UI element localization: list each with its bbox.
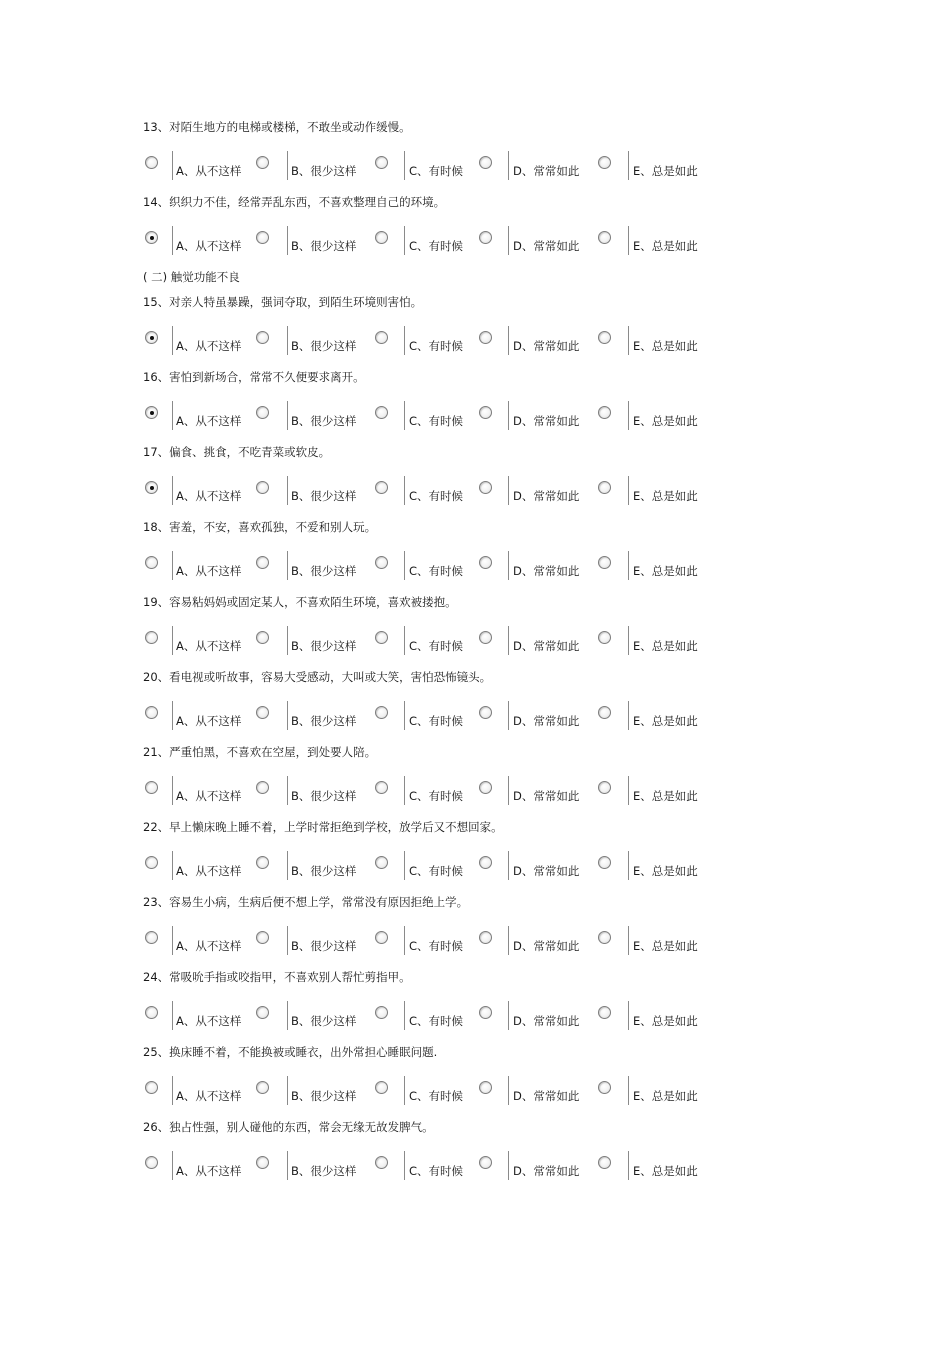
option-separator: [287, 401, 288, 430]
option-separator: [508, 151, 509, 180]
option-e-label[interactable]: E、总是如此: [633, 864, 698, 878]
option-separator: [508, 626, 509, 655]
option-separator: [287, 626, 288, 655]
option-b-radio[interactable]: [256, 156, 269, 169]
answer-options-row: [0, 1157, 950, 1187]
option-a-label[interactable]: A、从不这样: [176, 339, 242, 353]
option-e-label[interactable]: E、总是如此: [633, 1014, 698, 1028]
option-d-label[interactable]: D、常常如此: [513, 164, 580, 178]
option-d-label[interactable]: D、常常如此: [513, 239, 580, 253]
option-c-radio[interactable]: [375, 931, 388, 944]
option-d-radio[interactable]: [479, 1081, 492, 1094]
option-d-label[interactable]: D、常常如此: [513, 489, 580, 503]
option-separator: [404, 401, 405, 430]
option-separator: [404, 1001, 405, 1030]
option-a-label[interactable]: A、从不这样: [176, 789, 242, 803]
option-b-radio[interactable]: [256, 406, 269, 419]
option-e-label[interactable]: E、总是如此: [633, 714, 698, 728]
answer-options-row: [0, 332, 950, 362]
option-c-radio[interactable]: [375, 406, 388, 419]
option-separator: [287, 1151, 288, 1180]
option-a-radio[interactable]: [145, 331, 158, 344]
option-e-label[interactable]: E、总是如此: [633, 339, 698, 353]
option-separator: [508, 326, 509, 355]
option-separator: [628, 851, 629, 880]
question-text: 23、容易生小病，生病后便不想上学，常常没有原因拒绝上学。: [143, 895, 469, 909]
option-b-label[interactable]: B、很少这样: [291, 864, 357, 878]
section-heading: ( 二) 触觉功能不良: [143, 270, 240, 284]
option-b-label[interactable]: B、很少这样: [291, 714, 357, 728]
option-a-radio[interactable]: [145, 931, 158, 944]
answer-options-row: [0, 932, 950, 962]
option-separator: [287, 226, 288, 255]
question-text: 25、换床睡不着，不能换被或睡衣，出外常担心睡眠问题.: [143, 1045, 438, 1059]
option-b-label[interactable]: B、很少这样: [291, 1164, 357, 1178]
option-e-radio[interactable]: [598, 481, 611, 494]
option-separator: [172, 776, 173, 805]
option-separator: [404, 1076, 405, 1105]
option-separator: [404, 1151, 405, 1180]
option-separator: [172, 226, 173, 255]
question-text: 16、害怕到新场合，常常不久便要求离开。: [143, 370, 365, 384]
option-separator: [628, 776, 629, 805]
option-c-radio[interactable]: [375, 856, 388, 869]
option-a-label[interactable]: A、从不这样: [176, 489, 242, 503]
option-separator: [404, 226, 405, 255]
question-text: 14、织织力不佳，经常弄乱东西，不喜欢整理自己的环境。: [143, 195, 446, 209]
option-a-label[interactable]: A、从不这样: [176, 564, 242, 578]
option-separator: [287, 551, 288, 580]
answer-options-row: [0, 857, 950, 887]
option-a-radio[interactable]: [145, 406, 158, 419]
option-separator: [628, 1076, 629, 1105]
option-separator: [287, 926, 288, 955]
option-c-label[interactable]: C、有时候: [409, 414, 464, 428]
radio-selected-dot: [150, 336, 154, 340]
option-e-radio[interactable]: [598, 631, 611, 644]
option-separator: [404, 851, 405, 880]
option-e-radio[interactable]: [598, 331, 611, 344]
option-c-radio[interactable]: [375, 1006, 388, 1019]
option-e-label[interactable]: E、总是如此: [633, 164, 698, 178]
option-c-label[interactable]: C、有时候: [409, 1089, 464, 1103]
option-a-radio[interactable]: [145, 1081, 158, 1094]
option-separator: [508, 1076, 509, 1105]
option-e-label[interactable]: E、总是如此: [633, 239, 698, 253]
radio-selected-dot: [150, 236, 154, 240]
option-b-label[interactable]: B、很少这样: [291, 339, 357, 353]
option-separator: [172, 401, 173, 430]
option-separator: [628, 551, 629, 580]
option-d-label[interactable]: D、常常如此: [513, 789, 580, 803]
radio-selected-dot: [150, 411, 154, 415]
option-separator: [404, 626, 405, 655]
option-separator: [508, 926, 509, 955]
option-b-label[interactable]: B、很少这样: [291, 1089, 357, 1103]
answer-options-row: [0, 232, 950, 262]
option-c-radio[interactable]: [375, 631, 388, 644]
option-separator: [404, 551, 405, 580]
option-a-radio[interactable]: [145, 481, 158, 494]
option-d-radio[interactable]: [479, 231, 492, 244]
option-a-label[interactable]: A、从不这样: [176, 414, 242, 428]
option-c-radio[interactable]: [375, 156, 388, 169]
option-a-label[interactable]: A、从不这样: [176, 164, 242, 178]
option-c-radio[interactable]: [375, 331, 388, 344]
option-d-label[interactable]: D、常常如此: [513, 864, 580, 878]
option-e-radio[interactable]: [598, 556, 611, 569]
option-separator: [172, 926, 173, 955]
option-e-radio[interactable]: [598, 156, 611, 169]
option-separator: [628, 926, 629, 955]
option-d-radio[interactable]: [479, 856, 492, 869]
option-separator: [508, 1151, 509, 1180]
option-separator: [508, 401, 509, 430]
option-separator: [287, 326, 288, 355]
option-separator: [172, 626, 173, 655]
option-d-radio[interactable]: [479, 556, 492, 569]
option-c-label[interactable]: C、有时候: [409, 714, 464, 728]
option-separator: [404, 326, 405, 355]
option-separator: [404, 476, 405, 505]
option-b-radio[interactable]: [256, 1081, 269, 1094]
option-c-label[interactable]: C、有时候: [409, 1164, 464, 1178]
option-separator: [287, 476, 288, 505]
answer-options-row: [0, 782, 950, 812]
option-b-radio[interactable]: [256, 631, 269, 644]
option-c-label[interactable]: C、有时候: [409, 239, 464, 253]
option-c-label[interactable]: C、有时候: [409, 564, 464, 578]
option-separator: [172, 1076, 173, 1105]
option-separator: [287, 1001, 288, 1030]
option-d-label[interactable]: D、常常如此: [513, 639, 580, 653]
option-d-radio[interactable]: [479, 1006, 492, 1019]
option-separator: [172, 476, 173, 505]
option-separator: [628, 476, 629, 505]
option-e-label[interactable]: E、总是如此: [633, 939, 698, 953]
option-separator: [628, 1001, 629, 1030]
option-b-radio[interactable]: [256, 856, 269, 869]
option-separator: [287, 1076, 288, 1105]
option-c-radio[interactable]: [375, 706, 388, 719]
option-separator: [628, 701, 629, 730]
option-d-label[interactable]: D、常常如此: [513, 1089, 580, 1103]
option-separator: [628, 1151, 629, 1180]
option-a-radio[interactable]: [145, 856, 158, 869]
answer-options-row: [0, 1007, 950, 1037]
option-d-radio[interactable]: [479, 1156, 492, 1169]
option-b-label[interactable]: B、很少这样: [291, 939, 357, 953]
option-separator: [508, 776, 509, 805]
option-b-label[interactable]: B、很少这样: [291, 164, 357, 178]
option-a-label[interactable]: A、从不这样: [176, 864, 242, 878]
option-c-label[interactable]: C、有时候: [409, 339, 464, 353]
option-separator: [508, 851, 509, 880]
option-separator: [404, 926, 405, 955]
option-c-label[interactable]: C、有时候: [409, 864, 464, 878]
option-b-radio[interactable]: [256, 481, 269, 494]
option-c-label[interactable]: C、有时候: [409, 639, 464, 653]
option-d-radio[interactable]: [479, 481, 492, 494]
answer-options-row: [0, 482, 950, 512]
option-a-label[interactable]: A、从不这样: [176, 639, 242, 653]
option-b-radio[interactable]: [256, 931, 269, 944]
option-b-label[interactable]: B、很少这样: [291, 414, 357, 428]
option-e-radio[interactable]: [598, 856, 611, 869]
option-a-radio[interactable]: [145, 231, 158, 244]
option-d-label[interactable]: D、常常如此: [513, 339, 580, 353]
option-separator: [172, 151, 173, 180]
option-d-label[interactable]: D、常常如此: [513, 564, 580, 578]
answer-options-row: [0, 407, 950, 437]
option-c-radio[interactable]: [375, 1156, 388, 1169]
answer-options-row: [0, 632, 950, 662]
option-separator: [508, 551, 509, 580]
option-b-label[interactable]: B、很少这样: [291, 1014, 357, 1028]
option-e-label[interactable]: E、总是如此: [633, 639, 698, 653]
option-b-radio[interactable]: [256, 331, 269, 344]
option-d-radio[interactable]: [479, 781, 492, 794]
option-c-label[interactable]: C、有时候: [409, 789, 464, 803]
option-e-label[interactable]: E、总是如此: [633, 564, 698, 578]
option-a-label[interactable]: A、从不这样: [176, 239, 242, 253]
answer-options-row: [0, 707, 950, 737]
question-text: 18、害羞，不安，喜欢孤独，不爱和别人玩。: [143, 520, 377, 534]
option-b-label[interactable]: B、很少这样: [291, 489, 357, 503]
option-e-label[interactable]: E、总是如此: [633, 1164, 698, 1178]
option-a-label[interactable]: A、从不这样: [176, 1089, 242, 1103]
option-separator: [628, 626, 629, 655]
question-text: 26、独占性强，别人碰他的东西，常会无缘无故发脾气。: [143, 1120, 434, 1134]
option-c-radio[interactable]: [375, 556, 388, 569]
option-d-label[interactable]: D、常常如此: [513, 939, 580, 953]
option-separator: [172, 326, 173, 355]
option-d-radio[interactable]: [479, 156, 492, 169]
option-c-label[interactable]: C、有时候: [409, 489, 464, 503]
option-a-radio[interactable]: [145, 556, 158, 569]
option-separator: [172, 1001, 173, 1030]
option-separator: [172, 551, 173, 580]
option-e-label[interactable]: E、总是如此: [633, 489, 698, 503]
answer-options-row: [0, 1082, 950, 1112]
option-a-radio[interactable]: [145, 631, 158, 644]
option-d-label[interactable]: D、常常如此: [513, 414, 580, 428]
option-separator: [508, 701, 509, 730]
option-separator: [172, 701, 173, 730]
option-a-radio[interactable]: [145, 156, 158, 169]
option-separator: [287, 851, 288, 880]
question-text: 17、偏食、挑食，不吃青菜或软皮。: [143, 445, 331, 459]
option-b-radio[interactable]: [256, 706, 269, 719]
option-separator: [628, 326, 629, 355]
option-e-radio[interactable]: [598, 231, 611, 244]
option-b-label[interactable]: B、很少这样: [291, 564, 357, 578]
option-d-label[interactable]: D、常常如此: [513, 1014, 580, 1028]
question-text: 13、对陌生地方的电梯或楼梯，不敢坐或动作缓慢。: [143, 120, 411, 134]
question-text: 22、早上懒床晚上睡不着，上学时常拒绝到学校，放学后又不想回家。: [143, 820, 503, 834]
question-text: 24、常吸吮手指或咬指甲，不喜欢别人帮忙剪指甲。: [143, 970, 411, 984]
option-e-radio[interactable]: [598, 706, 611, 719]
option-e-label[interactable]: E、总是如此: [633, 414, 698, 428]
option-e-radio[interactable]: [598, 1081, 611, 1094]
option-d-radio[interactable]: [479, 406, 492, 419]
option-separator: [628, 151, 629, 180]
option-e-radio[interactable]: [598, 1156, 611, 1169]
option-d-label[interactable]: D、常常如此: [513, 714, 580, 728]
option-d-label[interactable]: D、常常如此: [513, 1164, 580, 1178]
option-b-radio[interactable]: [256, 1006, 269, 1019]
option-a-label[interactable]: A、从不这样: [176, 714, 242, 728]
option-b-radio[interactable]: [256, 556, 269, 569]
option-a-label[interactable]: A、从不这样: [176, 1164, 242, 1178]
option-separator: [508, 226, 509, 255]
question-text: 15、对亲人特虽暴躁，强词夺取，到陌生环境则害怕。: [143, 295, 423, 309]
option-e-radio[interactable]: [598, 931, 611, 944]
option-d-radio[interactable]: [479, 331, 492, 344]
option-b-radio[interactable]: [256, 1156, 269, 1169]
option-c-radio[interactable]: [375, 231, 388, 244]
option-separator: [404, 151, 405, 180]
option-b-radio[interactable]: [256, 231, 269, 244]
option-separator: [628, 226, 629, 255]
option-separator: [287, 776, 288, 805]
option-e-radio[interactable]: [598, 1006, 611, 1019]
option-c-radio[interactable]: [375, 1081, 388, 1094]
question-text: 19、容易粘妈妈或固定某人，不喜欢陌生环境，喜欢被搂抱。: [143, 595, 457, 609]
option-separator: [172, 851, 173, 880]
option-a-label[interactable]: A、从不这样: [176, 939, 242, 953]
option-b-label[interactable]: B、很少这样: [291, 239, 357, 253]
option-d-radio[interactable]: [479, 931, 492, 944]
option-separator: [172, 1151, 173, 1180]
option-e-radio[interactable]: [598, 781, 611, 794]
option-c-label[interactable]: C、有时候: [409, 939, 464, 953]
option-separator: [508, 1001, 509, 1030]
radio-selected-dot: [150, 486, 154, 490]
option-separator: [628, 401, 629, 430]
option-c-radio[interactable]: [375, 481, 388, 494]
question-text: 21、严重怕黑，不喜欢在空屋，到处要人陪。: [143, 745, 377, 759]
option-separator: [287, 151, 288, 180]
option-d-radio[interactable]: [479, 706, 492, 719]
option-c-label[interactable]: C、有时候: [409, 164, 464, 178]
option-e-label[interactable]: E、总是如此: [633, 1089, 698, 1103]
option-separator: [508, 476, 509, 505]
question-text: 20、看电视或听故事，容易大受感动，大叫或大笑，害怕恐怖镜头。: [143, 670, 492, 684]
option-e-label[interactable]: E、总是如此: [633, 789, 698, 803]
answer-options-row: [0, 157, 950, 187]
option-d-radio[interactable]: [479, 631, 492, 644]
answer-options-row: [0, 557, 950, 587]
option-c-radio[interactable]: [375, 781, 388, 794]
option-c-label[interactable]: C、有时候: [409, 1014, 464, 1028]
option-separator: [404, 776, 405, 805]
option-b-label[interactable]: B、很少这样: [291, 639, 357, 653]
option-e-radio[interactable]: [598, 406, 611, 419]
option-separator: [287, 701, 288, 730]
option-b-label[interactable]: B、很少这样: [291, 789, 357, 803]
option-a-radio[interactable]: [145, 706, 158, 719]
option-a-label[interactable]: A、从不这样: [176, 1014, 242, 1028]
option-separator: [404, 701, 405, 730]
option-b-radio[interactable]: [256, 781, 269, 794]
option-a-radio[interactable]: [145, 1006, 158, 1019]
option-a-radio[interactable]: [145, 781, 158, 794]
option-a-radio[interactable]: [145, 1156, 158, 1169]
